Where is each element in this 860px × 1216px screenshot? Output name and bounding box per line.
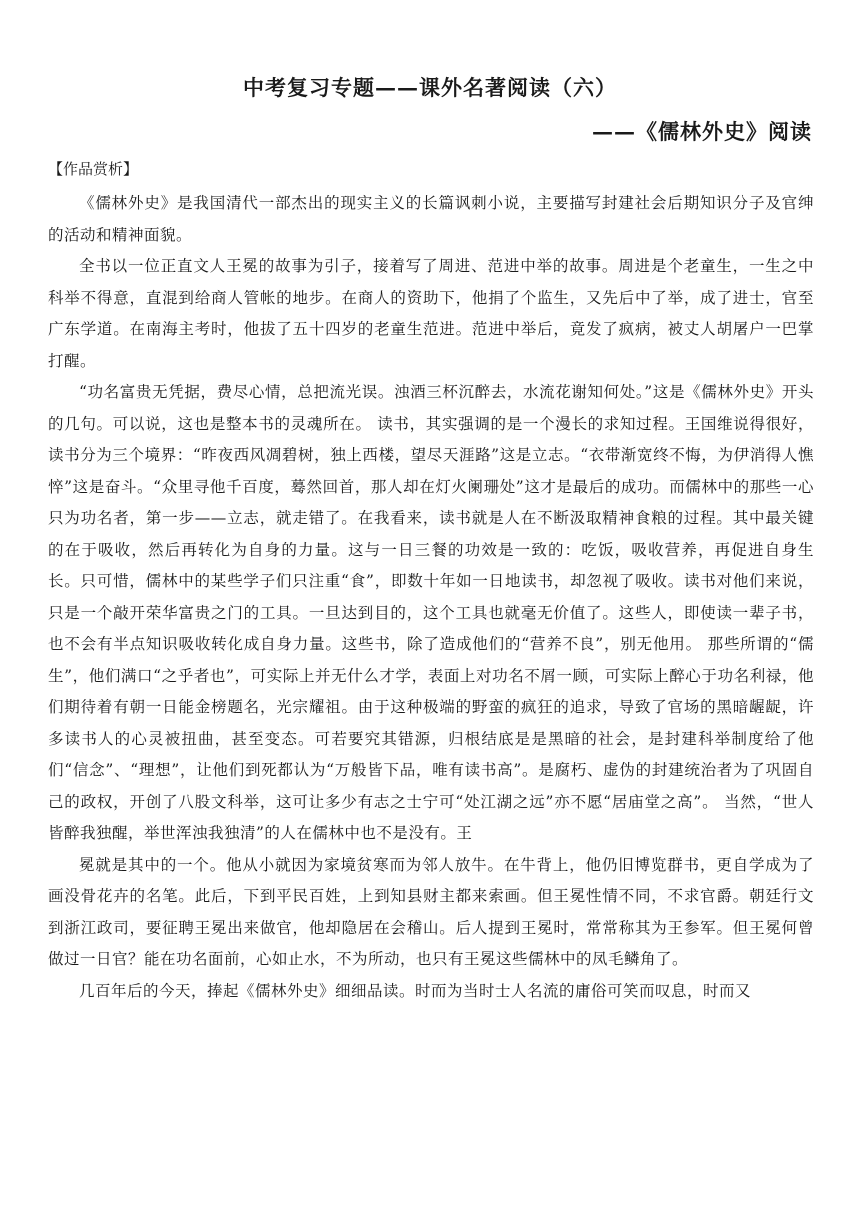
document-body	[48, 188, 814, 1007]
paragraph-intro: 《儒林外史》是我国清代一部杰出的现实主义的长篇讽刺小说，主要描写封建社会后期知识分子及官绅的活动和精神面貌。	[48, 194, 814, 244]
paragraph-closing: 几百年后的今天，捧起《儒林外史》细细品读。时而为当时士人名流的庸俗可笑而叹息，时而又	[79, 981, 752, 1000]
section-heading: 【作品赏析】	[48, 160, 139, 178]
document-title: 中考复习专题——课外名著阅读（六）	[243, 75, 617, 100]
paragraph-plot: 全书以一位正直文人王冕的故事为引子，接着写了周进、范进中举的故事。周进是个老童生，一生之中科举不得意，直混到给商人管帐的地步。在商人的资助下，他捐了个监生，又先后中了举，成了进士，官至广东学道。在南海主考时，他拔了五十四岁的老童生范进。范进中举后，竟发了疯病，被丈人胡屠户一巴掌打醒。	[48, 257, 814, 370]
paragraph-commentary: “功名富贵无凭据，费尽心情，总把流光误。浊酒三杯沉醉去，水流花谢知何处。”这是《儒林外史》开头的几句。可以说，这也是整本书的灵魂所在。 读书，其实强调的是一个漫长的求知过程。王国维说得很好，读书分为三个境界：“昨夜西风凋碧树，独上西楼，望尽天涯路”这是立志。“衣带渐宽终不悔，为伊消得人憔悴”这是奋斗。“众里寻他千百度，蓦然回首，那人却在灯火阑珊处”这才是最后的成功。而儒林中的那些一心只为功名者，第一步——立志，就走错了。在我看来，读书就是人在不断汲取精神食粮的过程。其中最关键的在于吸收，然后再转化为自身的力量。这与一日三餐的功效是一致的：吃饭，吸收营养，再促进自身生长。只可惜，儒林中的某些学子们只注重“食”，即数十年如一日地读书，却忽视了吸收。读书对他们来说，只是一个敲开荣华富贵之门的工具。一旦达到目的，这个工具也就毫无价值了。这些人，即使读一辈子书，也不会有半点知识吸收转化成自身力量。这些书，除了造成他们的“营养不良”，别无他用。 那些所谓的“儒生”，他们满口“之乎者也”，可实际上并无什么才学，表面上对功名不屑一顾，可实际上醉心于功名利禄，他们期待着有朝一日能金榜题名，光宗耀祖。由于这种极端的野蛮的疯狂的追求，导致了官场的黑暗龌龊，许多读书人的心灵被扭曲，甚至变态。可若要究其错源，归根结底是是黑暗的社会，是封建科举制度给了他们“信念”、“理想”，让他们到死都认为“万般皆下品，唯有读书高”。是腐朽、虚伪的封建统治者为了巩固自己的政权，开创了八股文科举，这可让多少有志之士宁可“处江湖之远”亦不愿“居庙堂之高”。 当然，“世人皆醉我独醒，举世浑浊我独清”的人在儒林中也不是没有。王	[48, 383, 814, 842]
paragraph-wangmian: 冕就是其中的一个。他从小就因为家境贫寒而为邻人放牛。在牛背上，他仍旧博览群书，更自学成为了画没骨花卉的名笔。此后，下到平民百姓，上到知县财主都来索画。但王冕性情不同，不求官爵。朝廷行文到浙江政司，要征聘王冕出来做官，他却隐居在会稽山。后人提到王冕时，常常称其为王参军。但王冕何曾做过一日官？能在功名面前，心如止水，不为所动，也只有王冕这些儒林中的凤毛鳞角了。	[48, 855, 814, 968]
document-subtitle: ——《儒林外史》阅读	[592, 119, 812, 144]
